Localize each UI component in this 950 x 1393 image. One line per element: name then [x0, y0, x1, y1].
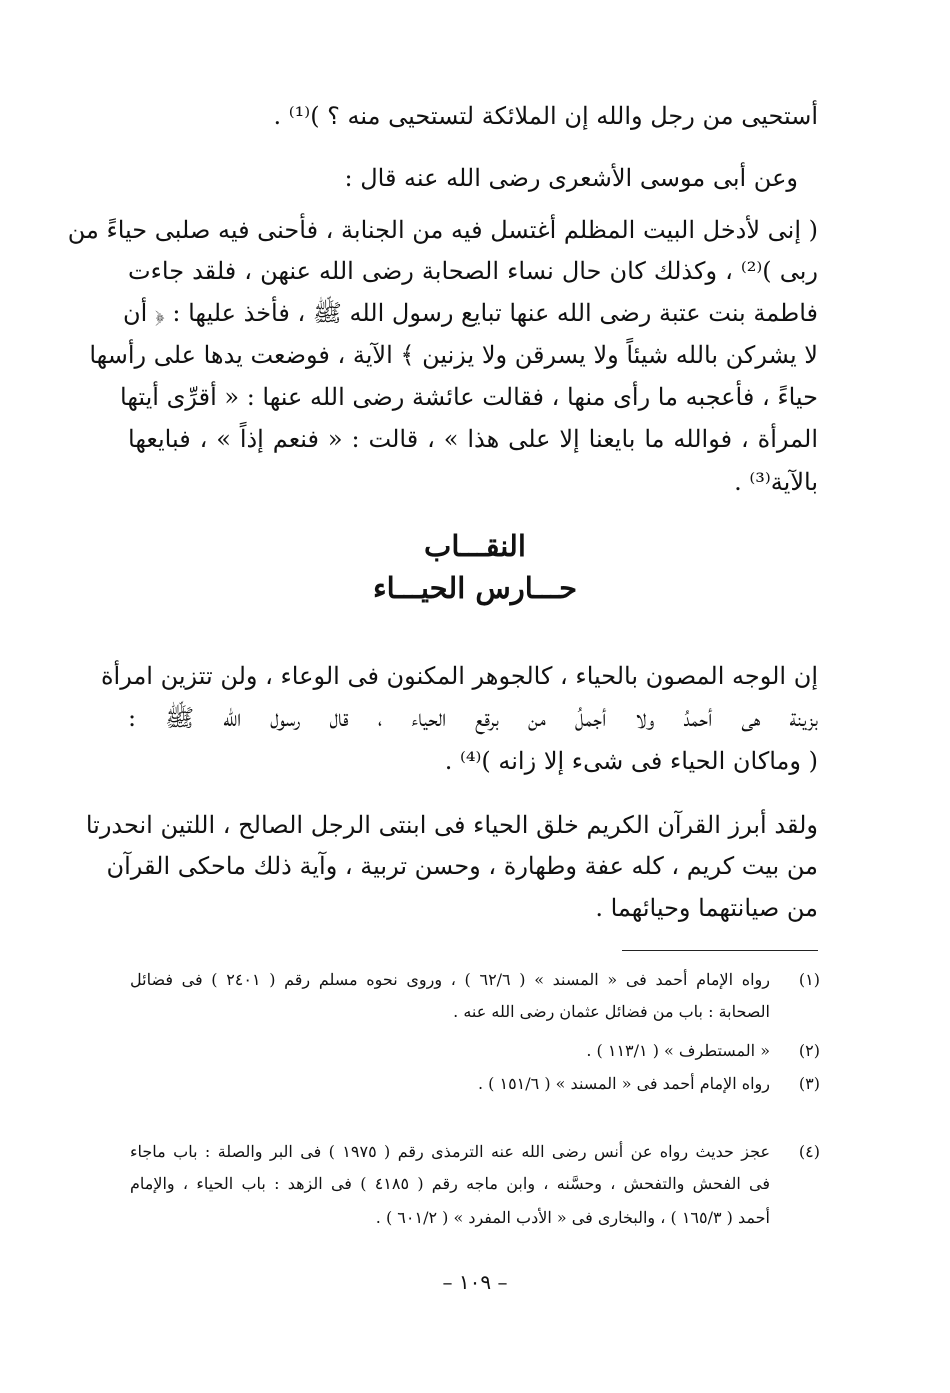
text-line: ( إنى لأدخل البيت المظلم أغتسل فيه من الجنابة ، فأحنى فيه صلبى حياءً من	[67, 216, 818, 244]
section-subtitle: حـــارس الحيـــاء	[372, 571, 578, 605]
footnote-line: رواه الإمام أحمد فى « المسند » ( ٦٢/٦ ) ، وروى نحوه مسلم رقم ( ٢٤٠١ ) فى فضائل	[130, 970, 771, 989]
text-line: من صيانتهما وحيائهما .	[595, 894, 818, 922]
footnote-line: عجز حديث رواه عن أنس رضى الله عنه الترمذى رقم ( ١٩٧٥ ) فى البر والصلة : باب ماجاء	[130, 1142, 770, 1161]
text-line: بزينة هى أحمدُ ولا أجملُ من برقع الحياء ، قال رسول الله ﷺ :	[128, 704, 818, 732]
text-line: ولقد أبرز القرآن الكريم خلق الحياء فى ابنتى الرجل الصالح ، اللتين انحدرتا	[85, 811, 818, 839]
footnote-number: (٣)	[798, 1074, 820, 1093]
text-line: لا يشركن بالله شيئاً ولا يسرقن ولا يزنين ﴾ الآية ، فوضعت يدها على رأسها	[89, 341, 818, 369]
footnote-line: « المستطرف » ( ١١٣/١ ) .	[586, 1041, 770, 1060]
page-number: – ١٠٩ –	[442, 1270, 508, 1294]
section-title: النقـــاب	[424, 529, 526, 563]
text-line: وعن أبى موسى الأشعرى رضى الله عنه قال :	[344, 164, 798, 192]
footnote-separator	[622, 950, 818, 951]
text-line: حياءً ، فأعجبه ما رأى منها ، فقالت عائشة رضى الله عنها : « أقرِّى أيتها	[120, 383, 818, 411]
footnote-line: فى الفحش والتفحش ، وحسَّنه ، وابن ماجه رقم ( ٤١٨٥ ) فى الزهد : باب الحياء ، والإمام	[130, 1174, 770, 1193]
footnote-line: رواه الإمام أحمد فى « المسند » ( ١٥١/٦ ) .	[477, 1074, 770, 1093]
text-line: من بيت كريم ، كله عفة وطهارة ، وحسن تربية ، وآية ذلك ماحكى القرآن	[106, 852, 818, 880]
footnote-line: أحمد ( ١٦٥/٣ ) ، والبخارى فى « الأدب المفرد » ( ٦٠١/٢ ) .	[375, 1208, 770, 1227]
text-line: المرأة ، فوالله ما بايعنا إلا على هذا » ، قالت : « فنعم إذاً » ، فبايعها	[128, 425, 818, 453]
footnote-number: (١)	[798, 970, 820, 989]
text-line: بالآية⁽³⁾ .	[734, 468, 818, 496]
footnote-number: (٢)	[798, 1041, 820, 1060]
text-line: ربى )⁽²⁾ ، وكذلك كان حال نساء الصحابة رضى الله عنهن ، فلقد جاءت	[128, 257, 818, 285]
footnote-number: (٤)	[798, 1142, 820, 1161]
text-line: ( وماكان الحياء فى شىء إلا زانه )⁽⁴⁾ .	[444, 747, 818, 775]
text-line: إن الوجه المصون بالحياء ، كالجوهر المكنون فى الوعاء ، ولن تتزين امرأة	[100, 662, 818, 690]
text-line: فاطمة بنت عتبة رضى الله عنها تبايع رسول الله ﷺ ، فأخذ عليها : ﴿ أن	[122, 299, 818, 327]
text-line: أستحيى من رجل والله إن الملائكة لتستحيى منه ؟ )⁽¹⁾ .	[273, 102, 818, 130]
footnote-line: الصحابة : باب من فضائل عثمان رضى الله عنه .	[453, 1002, 770, 1021]
